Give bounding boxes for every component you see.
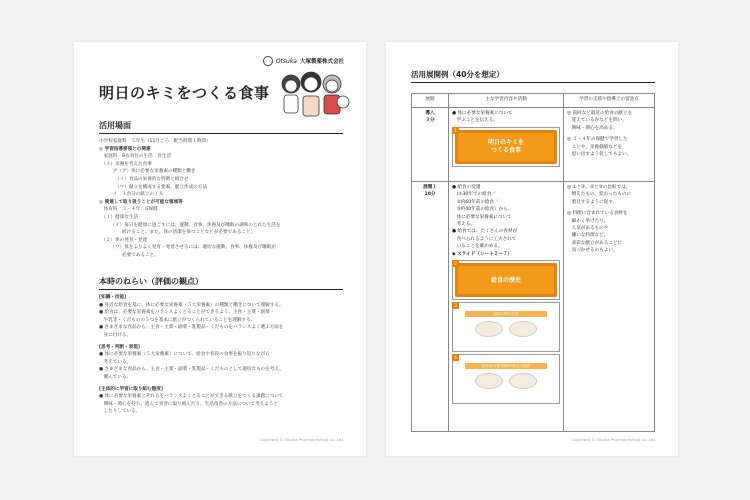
aim-line: ● 体に必要な栄養素（５大栄養素）について、給食や普段の食事を振り返りながら [99,352,270,358]
slide-thumbnail [452,260,560,300]
activity-line: 食べられるように工夫されて [452,236,517,242]
note-line: ◎ ①と③、②と③の比較では、 [567,185,631,190]
scene-line: 体育科 ３・４年 G保健 [99,207,158,213]
aim-line: [思考・判断・表現] [99,344,140,350]
notes-cell [564,182,655,432]
section-aim-heading: 本時のねらい（評価の観点） [99,276,343,290]
company-logo [263,56,344,66]
table-header-row [412,94,655,108]
scene-line: （イ）食品の栄養的な特徴と組合せ [99,176,189,182]
header-notes: 学習の支援や指導上の留意点 [564,94,655,108]
note-line: ことや、栄養価値などを [567,144,623,150]
slide-number: 3 [452,302,459,309]
children-illustration-icon [277,68,351,124]
scene-line: （ウ）献立を構成する要素、献立作成の方法 [99,184,207,190]
left-footer: Copyright © Otsuka Pharmaceutical Co.,Ltd. [259,437,344,442]
activity-line: ● 体に必要な栄養素について [452,111,513,116]
note-line: 気づかせるのもよい。 [567,248,618,254]
aim-line: 選んでいる。 [99,374,132,380]
meal-photo [455,373,557,389]
activity-line: ● 給食では、たくさんの食材が [452,229,518,235]
scene-line: （１）健康な生活 [99,214,139,220]
lesson-plan-table [411,93,655,432]
scene-line: ◎ 関連して取り扱うことが可能な領域等 [99,199,183,205]
scene-text [99,138,347,260]
activity-line: 考える。 [452,222,475,228]
lesson-plan-title: 活用展開例（40分を想定） [411,69,655,83]
aim-line: 身に付ける。 [99,332,132,338]
activity-line: 学ぶことを伝える。 [452,118,498,124]
meal-photo [455,321,557,337]
aim-line: ● 体に必要な栄養素とそれらをバランスよくとることができる献立をつくる課題について [99,394,284,400]
activity-line: 体に必要な栄養素について [452,214,512,220]
aim-line: したりしている。 [99,409,141,415]
aim-line: ● さまざまな食品から、主食・主菜・副菜・乳製品・くだものをバランスよく選ぶ方法を [99,325,284,331]
slide-thumbnail [452,354,560,404]
slide-number: 2 [452,260,459,267]
note-line: 思い出すよう促してもよい。 [567,152,632,158]
note-line: 着目するように促す。 [567,199,618,205]
slide-title: 給食の歴史 [455,263,557,297]
plate-icon [509,321,537,337]
logo-brand: Otsuka [275,57,297,65]
stage-label: 導入 [425,111,435,116]
slide-caption: 昭和20年の給食 [465,311,547,317]
aim-line: 考えている。 [99,359,132,365]
scene-line: 小学校家庭科 ５年生（11月ごろ 配当時間１時間） [99,139,211,144]
aim-line: ● 給食は、必要な栄養素をバランスよくとることができるよう、主食・主菜・副菜・ [99,310,275,316]
activity-cell [449,108,564,182]
aim-line: ● 身近な給食を基に、体に必要な栄養素（５大栄養素）の種類と働きについて理解する。 [99,302,284,308]
aim-line: ● さまざまな食品から、主食・主菜・副菜・乳製品・くだものとして適切なものを考え、 [99,367,284,373]
aim-line: [主体的に学習に取り組む態度] [99,386,163,392]
note-line: ◎ 前回など最近の給食の献立を [567,111,633,116]
stage-cell [412,182,449,432]
header-stage: 展開 [412,94,449,108]
activity-line: ③約40年前の給食）から、 [452,207,513,213]
stage-cell [412,108,449,182]
aim-text [99,294,347,416]
slide-title: 明日のキミを つくる食事 [455,130,557,164]
section-scene-heading: 活用場面 [99,120,343,134]
table-row [412,182,655,432]
scene-line: ◎ 学習指導要領との関連 [99,146,151,152]
activity-cell [449,182,564,432]
table-row [412,108,655,182]
plate-icon [475,321,503,337]
plate-icon [475,373,503,389]
scene-line: （２）体の発育・発達 [99,237,148,243]
slide-caption: 昭和40年頃 昭和50年代の給食 [465,363,547,369]
right-footer: Copyright © Otsuka Pharmaceutical Co.,Ltd. [571,437,656,442]
aim-line: 牛乳等・くだものの５つを基本に献立がつくられていることを理解する。 [99,317,256,323]
stage-time: 10分 [424,192,436,198]
note-line: 増えたもの、変わったものに [567,192,632,198]
slide-thumbnail [452,302,560,352]
note-line: 覚えているかなどを問い、 [567,118,627,124]
otsuka-logo-icon [263,56,273,66]
logo-company: 大塚製薬株式会社 [299,59,344,65]
activity-line: ◆ スライド（シート２～７） [452,251,513,257]
aim-line: 興味・関心を持ち、進んで実習に取り組んだり、生活改善の方法について考えようと [99,401,279,407]
scene-line: （３）栄養を考えた食事 [99,161,152,167]
right-page [386,42,678,456]
slide-number: 4 [452,354,459,361]
slide-number: 1 [452,127,459,134]
plate-icon [509,373,537,389]
stage-time: ３分 [425,118,435,124]
note-line: 嫌いな料理など、 [567,233,609,239]
note-line: ◎ 料理に含まれている食材を [567,211,628,217]
activity-line: ● 給食の変遷 [452,185,481,190]
header-activity: 主な学習内容や活動 [449,94,564,108]
scene-line: 家庭科 B衣食住の生活 食生活 [99,154,172,160]
scene-line: （イ）毎日を健康に過ごすには、運動、食事、休養及び睡眠の調和のとれた生活を [99,222,281,228]
left-page [74,42,366,456]
scene-line: 必要であること。 [99,252,159,258]
notes-cell [564,108,655,182]
stage-label: 展開１ [423,185,437,190]
aim-line: [知識・技能] [99,295,127,300]
scene-line: 続けること。また、体の清潔を保つことなどが必要であること。 [99,230,256,236]
activity-line: ②約60年前の給食／ [452,199,499,205]
slide-thumbnail [452,127,560,167]
activity-line: (①30年での給食／ [452,192,496,198]
note-line: 人気があるものや [567,226,609,232]
note-line: 興味・関心を高める。 [567,125,618,131]
note-line: ◎ ３・４年の保健で学習した [567,137,628,143]
note-line: 多彩な献立があることに [567,240,623,246]
scene-line: （ウ）体をよりよく発育・発達させるには、適切な運動、食事、休養及び睡眠が [99,245,276,251]
page-title: 明日のキミをつくる食事 [99,84,270,102]
scene-line: イ １食分の献立の工夫 [99,192,164,198]
scene-line: ア（ア）体に必要な栄養素の種類と働き [99,169,196,175]
note-line: 細かく挙げたり、 [567,218,609,224]
activity-line: いることを確かめる。 [452,244,503,250]
